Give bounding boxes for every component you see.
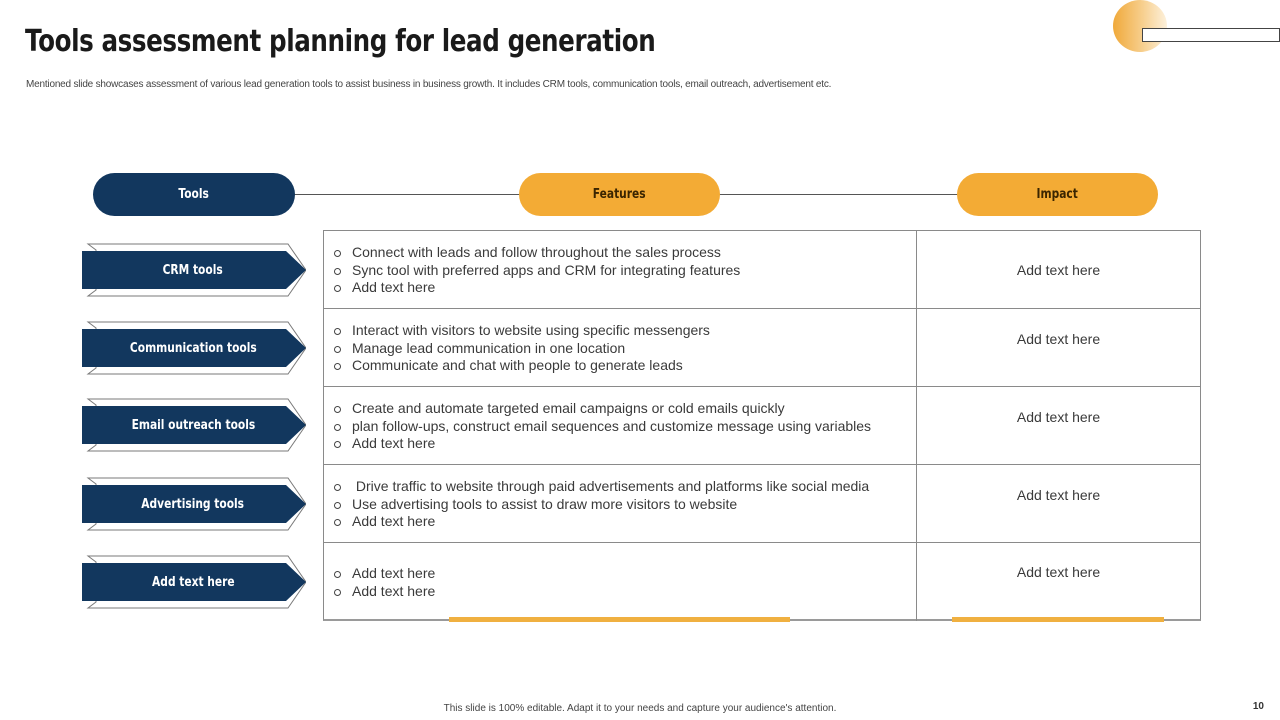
- feature-text: Add text here: [352, 279, 436, 295]
- feature-bullet: [334, 478, 916, 496]
- tool-arrow-advertising: [82, 477, 306, 531]
- circle-bullet-icon: [334, 406, 341, 413]
- features-cell: [324, 543, 917, 621]
- impact-cell: Add text here: [1016, 409, 1101, 425]
- slide-subtitle: Mentioned slide showcases assessment of various lead generation tools to assist business in business growth. It includes CRM tools, communication tools, email outreach, advertisement etc.: [26, 79, 832, 90]
- features-cell: [324, 309, 917, 386]
- features-cell: [324, 231, 917, 308]
- feature-bullet: [334, 513, 916, 531]
- circle-bullet-icon: [334, 250, 341, 257]
- feature-text: Communicate and chat with people to generate leads: [352, 357, 683, 373]
- tool-label: CRM tools: [162, 262, 224, 278]
- tool-arrow-crm: [82, 243, 306, 297]
- tool-label: Communication tools: [129, 340, 257, 356]
- features-accent-bar: [449, 617, 790, 622]
- tool-arrow-placeholder: [82, 555, 306, 609]
- header-features-label: Features: [593, 187, 646, 202]
- header-impact-label: Impact: [1036, 187, 1079, 202]
- circle-bullet-icon: [334, 571, 341, 578]
- features-cell: [324, 465, 917, 542]
- feature-bullet: [334, 244, 916, 262]
- feature-text: Drive traffic to website through paid advertisements and platforms like social media: [352, 478, 870, 494]
- table-row: [324, 309, 1200, 387]
- circle-bullet-icon: [334, 285, 341, 292]
- circle-bullet-icon: [334, 268, 341, 275]
- feature-text: Create and automate targeted email campaigns or cold emails quickly: [352, 400, 785, 416]
- table-row: [324, 231, 1200, 309]
- circle-bullet-icon: [334, 519, 341, 526]
- feature-text: plan follow-ups, construct email sequences and customize message using variables: [352, 417, 872, 434]
- impact-cell: Add text here: [1016, 487, 1101, 503]
- feature-bullet: [334, 400, 916, 418]
- circle-bullet-icon: [334, 502, 341, 509]
- header-impact: [957, 173, 1158, 216]
- circle-bullet-icon: [334, 363, 341, 370]
- circle-bullet-icon: [334, 346, 341, 353]
- feature-text: Add text here: [352, 435, 436, 451]
- table-row: [324, 387, 1200, 465]
- circle-bullet-icon: [334, 424, 341, 431]
- table-row: [324, 465, 1200, 543]
- slide-footer: [0, 703, 1280, 714]
- feature-bullet: [334, 496, 916, 514]
- impact-cell: Add text here: [1016, 262, 1101, 278]
- impact-accent-bar: [952, 617, 1164, 622]
- feature-text: Add text here: [352, 565, 436, 581]
- table-row: [324, 543, 1200, 621]
- tool-label: Email outreach tools: [131, 417, 255, 433]
- feature-bullet: [334, 357, 916, 375]
- circle-bullet-icon: [334, 441, 341, 448]
- feature-text: Add text here: [352, 513, 436, 529]
- header-tools: [93, 173, 295, 216]
- assessment-table: [323, 230, 1201, 621]
- slide-title: Tools assessment planning for lead generation: [25, 24, 656, 59]
- feature-text: Sync tool with preferred apps and CRM for integrating features: [352, 261, 741, 278]
- feature-bullet: [334, 262, 916, 280]
- header-tools-label: Tools: [178, 187, 210, 202]
- circle-bullet-icon: [334, 484, 341, 491]
- header-features: [519, 173, 720, 216]
- tool-label: Advertising tools: [141, 496, 245, 512]
- feature-bullet: [334, 435, 916, 453]
- feature-bullet: [334, 279, 916, 297]
- impact-cell: Add text here: [1016, 564, 1101, 580]
- feature-text: Add text here: [352, 582, 436, 599]
- footer-text: This slide is 100% editable. Adapt it to your needs and capture your audience's attention.: [443, 703, 837, 714]
- feature-text: Use advertising tools to assist to draw more visitors to website: [352, 495, 738, 512]
- tool-arrow-email-outreach: [82, 398, 306, 452]
- decorative-box: [1142, 28, 1280, 42]
- feature-bullet: [334, 418, 916, 436]
- decorative-circle: [1113, 0, 1167, 52]
- feature-text: Interact with visitors to website using specific messengers: [352, 322, 710, 338]
- feature-text: Connect with leads and follow throughout the sales process: [352, 244, 721, 260]
- tool-label: Add text here: [151, 574, 235, 590]
- feature-text: Manage lead communication in one location: [352, 339, 626, 356]
- impact-cell: Add text here: [1016, 331, 1101, 347]
- feature-bullet: [334, 340, 916, 358]
- feature-bullet: [334, 583, 916, 601]
- page-number: 10: [1252, 701, 1264, 712]
- circle-bullet-icon: [334, 589, 341, 596]
- circle-bullet-icon: [334, 328, 341, 335]
- features-cell: [324, 387, 917, 464]
- tool-arrow-communication: [82, 321, 306, 375]
- feature-bullet: [334, 322, 916, 340]
- feature-bullet: [334, 565, 916, 583]
